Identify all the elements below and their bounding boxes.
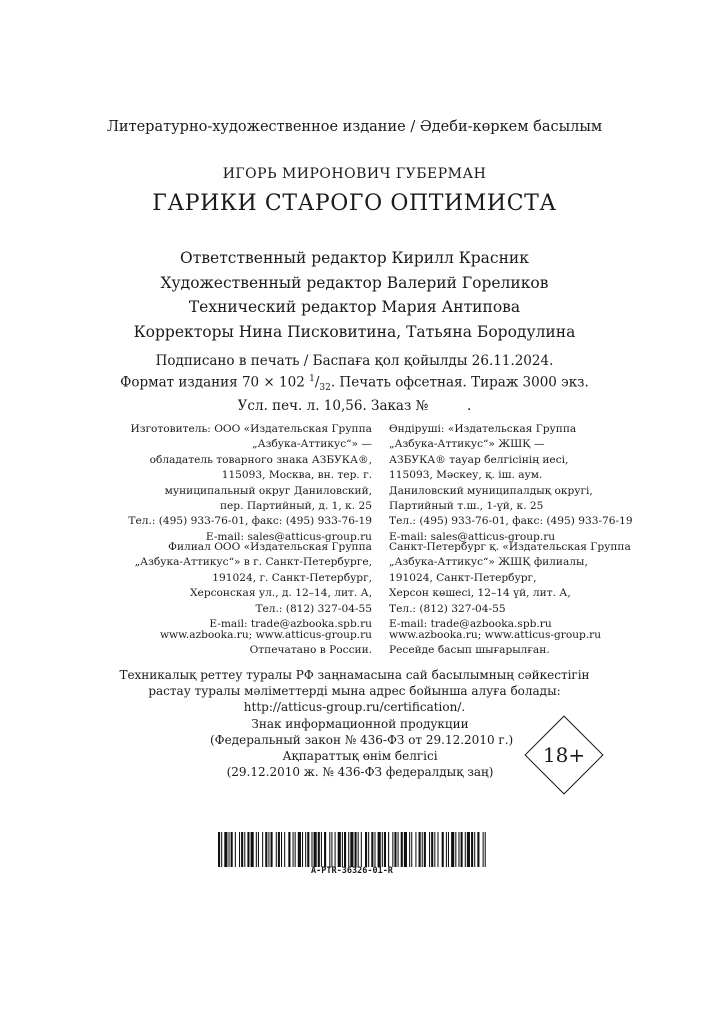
barcode-bar bbox=[235, 832, 236, 867]
text-line: 115093, Москва, вн. тер. г. bbox=[221, 469, 372, 482]
barcode-bar bbox=[335, 832, 336, 867]
printed-in-line: Ресейде басып шығарылған. bbox=[389, 644, 550, 657]
barcode-bar bbox=[247, 832, 249, 867]
text-line: Санкт-Петербург қ. «Издательская Группа bbox=[389, 541, 631, 553]
barcode-bar bbox=[256, 832, 257, 867]
info-product-sign-text bbox=[210, 716, 514, 780]
barcode-bar bbox=[424, 832, 426, 867]
text-line: E-mail: sales@atticus-group.ru bbox=[205, 530, 372, 543]
barcode-bar bbox=[474, 832, 475, 867]
barcode-bar bbox=[251, 832, 254, 867]
barcode-bar bbox=[271, 832, 273, 867]
text-line: (29.12.2010 ж. № 436-ФЗ федералдық заң) bbox=[226, 765, 494, 779]
barcode-bar bbox=[244, 832, 245, 867]
barcode-bar bbox=[239, 832, 240, 867]
website-line: www.azbooka.ru; www.atticus-group.ru bbox=[159, 629, 372, 641]
manufacturer-ru bbox=[128, 422, 372, 545]
barcode-bar bbox=[415, 832, 416, 867]
text-line: Даниловский муниципалдық округі, bbox=[389, 484, 593, 497]
text-line: 115093, Мәскеу, қ. іш. аум. bbox=[389, 469, 543, 482]
barcode-bar bbox=[321, 832, 322, 867]
barcode-bar bbox=[231, 832, 233, 867]
barcode-bar bbox=[465, 832, 466, 867]
text-line: (Федеральный закон № 436-ФЗ от 29.12.2010 г.) bbox=[210, 733, 514, 747]
format-suffix: . Печать офсетная. Тираж 3000 экз. bbox=[330, 374, 589, 391]
barcode-bar bbox=[344, 832, 346, 867]
text-line: 191024, Санкт-Петербург, bbox=[389, 571, 537, 584]
text-line: 191024, г. Санкт-Петербург, bbox=[212, 571, 372, 584]
barcode-bar bbox=[467, 832, 470, 867]
barcode-bar bbox=[429, 832, 430, 867]
text-line: „Азбука-Аттикус“» в г. Санкт-Петербурге, bbox=[134, 556, 372, 569]
barcode-bar bbox=[378, 832, 381, 867]
barcode-bar bbox=[368, 832, 369, 867]
barcode-bar bbox=[431, 832, 433, 867]
text-line: „Азбука-Аттикус“» — bbox=[252, 438, 372, 451]
web-kz bbox=[389, 628, 601, 659]
barcode-bar bbox=[458, 832, 459, 867]
barcode-bar bbox=[258, 832, 259, 867]
barcode-bar bbox=[355, 832, 357, 867]
manufacturer-kz bbox=[389, 422, 633, 545]
text-line: Техникалық реттеу туралы РФ заңнамасына сай басылымның сәйкестігін bbox=[119, 668, 590, 682]
barcode-bar bbox=[448, 832, 449, 867]
barcode-bar bbox=[262, 832, 263, 867]
text-line: Знак информационной продукции bbox=[251, 717, 469, 731]
format-denominator: 32 bbox=[319, 383, 331, 394]
barcode-bar bbox=[382, 832, 383, 867]
barcode-bar bbox=[422, 832, 423, 867]
branch-ru bbox=[135, 540, 372, 632]
barcode-bar bbox=[224, 832, 227, 867]
text-line: Ақпараттық өнім белгісі bbox=[282, 749, 438, 763]
credit-line: Корректоры Нина Писковитина, Татьяна Бородулина bbox=[133, 322, 576, 341]
barcode-bar bbox=[384, 832, 386, 867]
barcode-bar bbox=[295, 832, 296, 867]
barcode-bar bbox=[314, 832, 317, 867]
barcode-bar bbox=[221, 832, 222, 867]
barcode-bar bbox=[442, 832, 444, 867]
barcode-bar bbox=[437, 832, 438, 867]
barcode-bar bbox=[288, 832, 290, 867]
barcode-bar bbox=[485, 832, 486, 867]
text-line: Херсонская ул., д. 12–14, лит. А, bbox=[190, 587, 372, 600]
text-line: муниципальный округ Даниловский, bbox=[164, 484, 372, 497]
barcode-bar bbox=[374, 832, 375, 867]
text-line: обладатель товарного знака АЗБУКА®, bbox=[149, 453, 372, 466]
barcode-bar bbox=[276, 832, 277, 867]
barcode-bar bbox=[477, 832, 479, 867]
barcode-bar bbox=[461, 832, 463, 867]
barcode-bar bbox=[365, 832, 367, 867]
print-info bbox=[0, 352, 709, 415]
text-line: пер. Партийный, д. 1, к. 25 bbox=[219, 500, 372, 513]
format-line: Формат издания 70 × 102 $^1/_{32}$. Печать офсетная. Тираж 3000 экз. bbox=[120, 374, 589, 394]
text-line: растау туралы мәліметтерді мына адрес бойынша алуға болады: bbox=[148, 684, 561, 698]
credit-line: Технический редактор Мария Антипова bbox=[188, 298, 521, 316]
book-title: ГАРИКИ СТАРОГО ОПТИМИСТА bbox=[152, 191, 557, 216]
barcode-bar bbox=[392, 832, 393, 867]
format-prefix: Формат издания 70 × 102 bbox=[120, 374, 310, 391]
barcode-bar bbox=[409, 832, 410, 867]
barcode-bar bbox=[411, 832, 412, 867]
barcode-bar bbox=[305, 832, 306, 867]
barcode-bar bbox=[483, 832, 484, 867]
barcode-bar bbox=[278, 832, 280, 867]
barcode-bar bbox=[394, 832, 396, 867]
text-line: АЗБУКА® тауар белгісінің иесі, bbox=[389, 453, 569, 466]
barcode-bar bbox=[265, 832, 267, 867]
text-line: „Азбука-Аттикус“» ЖШҚ — bbox=[389, 438, 545, 451]
barcode-bar bbox=[318, 832, 320, 867]
text-line: Тел.: (812) 327-04-55 bbox=[389, 602, 506, 615]
author-name: ИГОРЬ МИРОНОВИЧ ГУБЕРМАН bbox=[222, 166, 487, 182]
barcode-bar bbox=[434, 832, 435, 867]
barcode-bar bbox=[451, 832, 454, 867]
order-line: Усл. печ. л. 10,56. Заказ № . bbox=[237, 398, 472, 415]
barcode-bar bbox=[241, 832, 243, 867]
text-line: Өндіруші: «Издательская Группа bbox=[389, 423, 577, 435]
certification-note bbox=[0, 667, 709, 715]
barcode-bar bbox=[229, 832, 230, 867]
barcode-bar bbox=[268, 832, 269, 867]
barcode-bar bbox=[338, 832, 341, 867]
barcode-bar bbox=[342, 832, 343, 867]
text-line: E-mail: sales@atticus-group.ru bbox=[389, 530, 556, 543]
barcode-bar bbox=[404, 832, 407, 867]
barcode-bar bbox=[358, 832, 359, 867]
barcode-bar bbox=[361, 832, 362, 867]
barcode-bar bbox=[329, 832, 330, 867]
signed-line: Подписано в печать / Баспаға қол қойылды 26.11.2024. bbox=[155, 353, 554, 369]
barcode-bar bbox=[331, 832, 332, 867]
barcode-bar bbox=[419, 832, 421, 867]
text-line: Тел.: (495) 933-76-01, факс: (495) 933-76-19 bbox=[128, 515, 372, 528]
barcode-number: A-PTR-36326-01-R bbox=[311, 866, 393, 876]
text-line: Партийный т.ш., 1-үй, к. 25 bbox=[389, 500, 544, 513]
barcode-bar bbox=[311, 832, 312, 867]
text-line: E-mail: trade@azbooka.spb.ru bbox=[209, 618, 372, 631]
barcode-bar bbox=[218, 832, 220, 867]
barcode-bar bbox=[401, 832, 403, 867]
barcode-bar bbox=[298, 832, 301, 867]
age-rating-badge bbox=[520, 711, 608, 799]
text-line: „Азбука-Аттикус“» ЖШҚ филиалы, bbox=[389, 556, 588, 569]
text-line: E-mail: trade@azbooka.spb.ru bbox=[389, 618, 552, 631]
credits-block bbox=[0, 246, 709, 344]
web-ru bbox=[160, 628, 372, 659]
barcode-bar bbox=[324, 832, 326, 867]
barcode-bar bbox=[307, 832, 309, 867]
text-line: Изготовитель: ООО «Издательская Группа bbox=[130, 423, 372, 435]
barcode-bar bbox=[293, 832, 294, 867]
barcode-bar bbox=[471, 832, 473, 867]
genre-line: Литературно-художественное издание / Әдеби-көркем басылым bbox=[106, 119, 603, 135]
credit-line: Художественный редактор Валерий Гореликов bbox=[160, 273, 549, 292]
barcode-bar bbox=[284, 832, 285, 867]
format-numerator: 1 bbox=[309, 374, 315, 384]
text-line: Тел.: (495) 933-76-01, факс: (495) 933-76-19 bbox=[389, 515, 633, 528]
barcode-bar bbox=[371, 832, 373, 867]
barcode bbox=[218, 832, 486, 867]
barcode-bar bbox=[302, 832, 303, 867]
text-line: Тел.: (812) 327-04-55 bbox=[255, 602, 372, 615]
barcode-bar bbox=[348, 832, 349, 867]
branch-kz bbox=[389, 540, 631, 632]
barcode-bar bbox=[281, 832, 282, 867]
credit-line: Ответственный редактор Кирилл Красник bbox=[180, 249, 529, 267]
text-line: Филиал ООО «Издательская Группа bbox=[168, 541, 372, 553]
barcode-bar bbox=[388, 832, 389, 867]
text-line: Херсон көшесі, 12–14 үй, лит. А, bbox=[389, 587, 571, 600]
barcode-bar bbox=[350, 832, 353, 867]
website-line: www.azbooka.ru; www.atticus-group.ru bbox=[389, 629, 602, 641]
age-rating-label: 18+ bbox=[542, 743, 586, 767]
certification-url: http://atticus-group.ru/certification/. bbox=[243, 700, 466, 714]
barcode-bar bbox=[455, 832, 456, 867]
printed-in-line: Отпечатано в России. bbox=[249, 644, 372, 657]
barcode-bar bbox=[446, 832, 447, 867]
barcode-bar bbox=[398, 832, 399, 867]
